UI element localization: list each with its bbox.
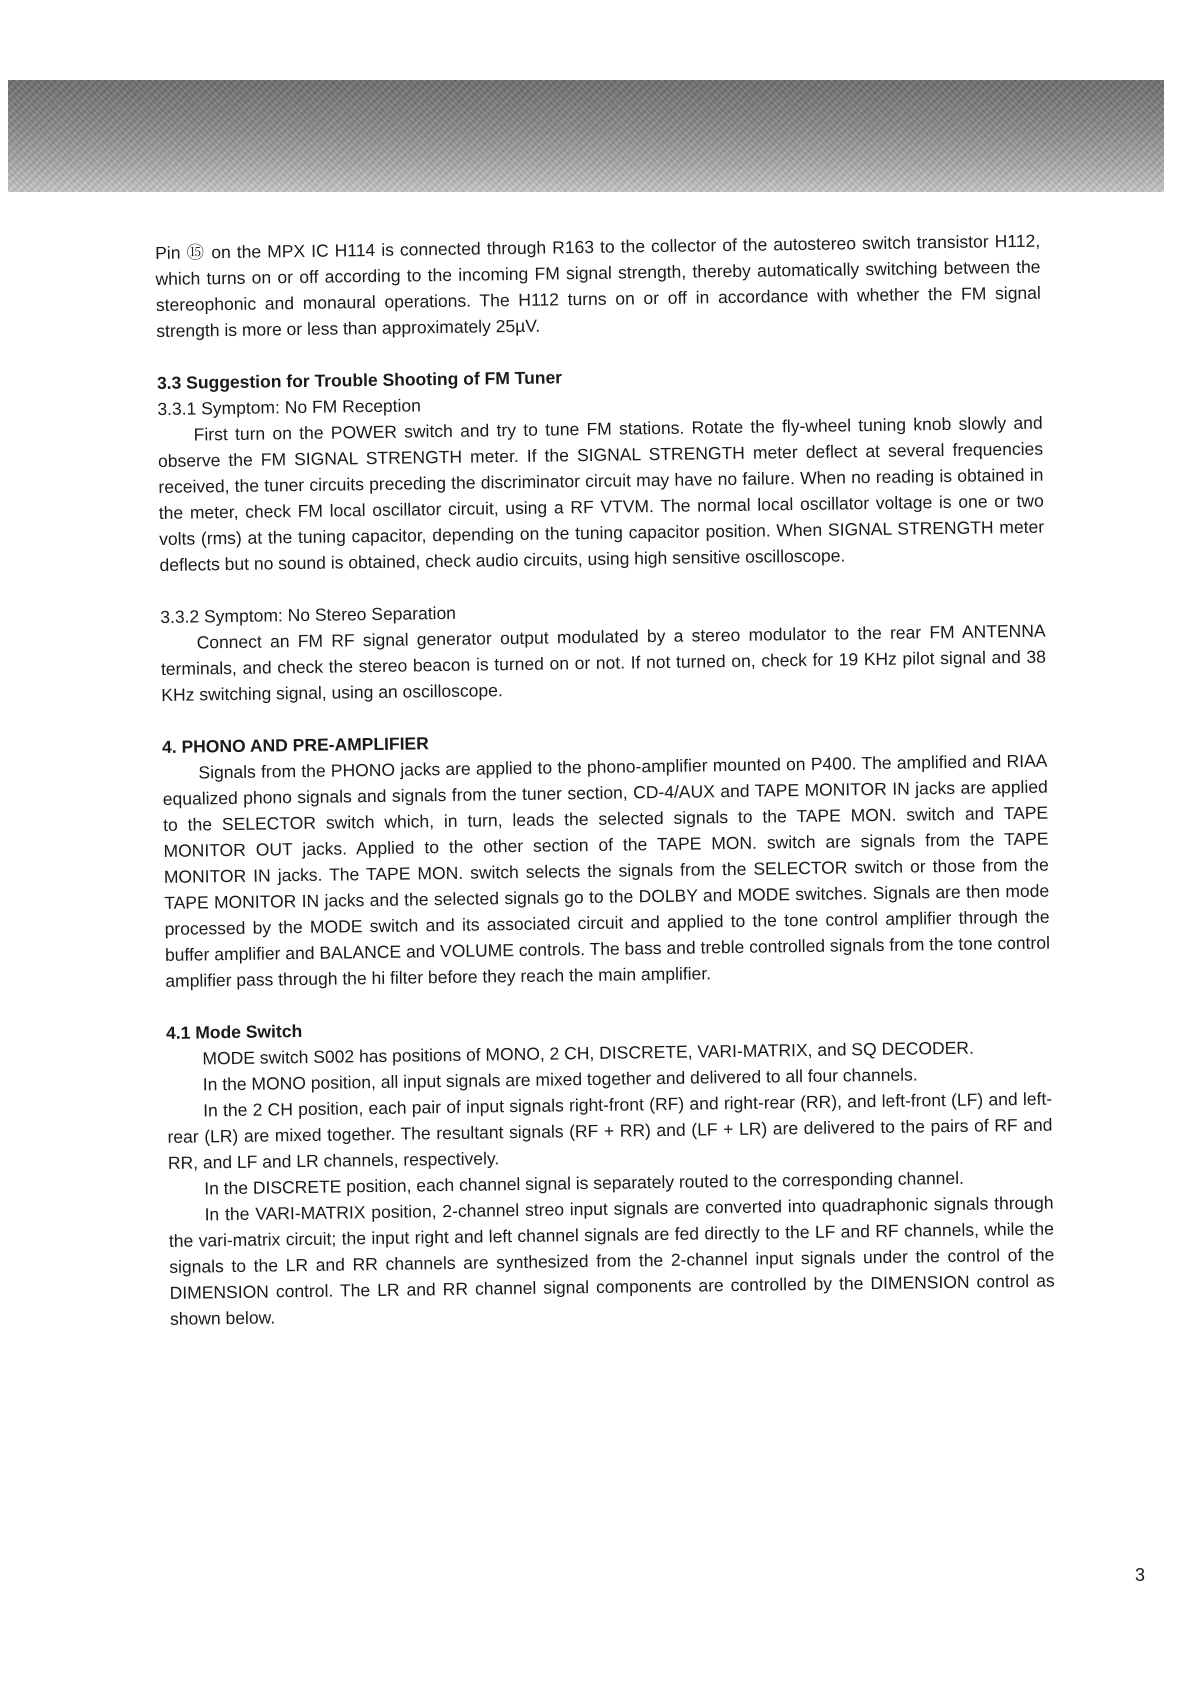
page-number: 3 xyxy=(1135,1565,1146,1585)
section-4-body: Signals from the PHONO jacks are applied to the phono-amplifier mounted on P400. The amplified and RIAA equalized phono signals and signals from the tuner section, CD-4/AUX and TAPE MONITOR IN jacks are applied to the SELECTOR switch which, in turn, leads the selected signals to the TAPE MON. switch and TAPE MONITOR OUT jacks. Applied to the other section of the TAPE MON. switch are signals from the TAPE MONITOR IN jacks. The TAPE MON. switch selects the signals from the SELECTOR switch or those from the TAPE MONITOR IN jacks and the selected signals go to the DOLBY and MODE switches. Signals are then mode processed by the MODE switch and its associated circuit and applied to the tone control amplifier through the buffer amplifier and BALANCE and VOLUME controls. The bass and treble controlled signals from the tone control amplifier pass through the hi filter before they reach the main amplifier. xyxy=(162,750,1051,991)
section-4-1-paragraph: In the 2 CH position, each pair of input signals right-front (RF) and right-rear (RR), and left-front (LF) and left-rear (LR) are mixed together. The resultant signals (RF + RR) and (LF + LR) are delivered to the pairs of RF and RR, and LF and LR channels, respectively. xyxy=(167,1088,1053,1173)
section-3-3-heading: 3.3 Suggestion for Trouble Shooting of FM Tuner xyxy=(156,367,563,393)
section-4-1-paragraph: MODE switch S002 has positions of MONO, 2 CH, DISCRETE, VARI-MATRIX, and SQ DECODER. xyxy=(202,1037,974,1069)
section-3-3-2-heading: 3.3.2 Symptom: No Stereo Separation xyxy=(160,602,457,627)
section-3-3-2-body: Connect an FM RF signal generator output modulated by a stereo modulator to the rear FM ANTENNA terminals, and check the stereo beacon is turned on or not. If not turned on, check for 19 KHz pilot signal and 38 KHz switching signal, using an oscilloscope. xyxy=(160,620,1047,705)
intro-paragraph: Pin ⑮ on the MPX IC H114 is connected through R163 to the collector of the autostereo switch transistor H112, which turns on or off according to the incoming FM signal strength, thereby automatically switching between the stereophonic and monaural operations. The H112 turns on or off in accordance with whether the FM signal strength is more or less than approximately 25µV. xyxy=(155,230,1041,341)
section-3-3-1-body: First turn on the POWER switch and try to tune FM stations. Rotate the fly-wheel tuning knob slowly and observe the FM SIGNAL STRENGTH meter. If the SIGNAL STRENGTH meter deflect at several frequencies received, the tuner circuits preceding the discriminator circuit may have no failure. When no reading is obtained in the meter, check FM local oscillator circuit, using a RF VTVM. The normal local oscillator voltage is one or two volts (rms) at the tuning capacitor, depending on the tuning capacitor position. When SIGNAL STRENGTH meter deflects but no sound is obtained, check audio circuits, using high sensitive oscilloscope. xyxy=(157,412,1045,575)
section-4-1-paragraph: In the DISCRETE position, each channel signal is separately routed to the corresponding channel. xyxy=(204,1167,965,1199)
section-4-1-heading: 4.1 Mode Switch xyxy=(165,1021,303,1043)
section-3-3-1-heading: 3.3.1 Symptom: No FM Reception xyxy=(157,395,422,419)
header-band xyxy=(8,80,1164,192)
section-4-1-paragraph: In the VARI-MATRIX position, 2-channel streo input signals are converted into quadraphonic signals through the vari-matrix circuit; the input right and left channel signals are fed directly to the LF and RF channels, while the signals to the LR and RR channels are synthesized from the 2-channel input signals under the control of the DIMENSION control. The LR and RR channel signal components are controlled by the DIMENSION control as shown below. xyxy=(168,1192,1055,1329)
section-4-heading: 4. PHONO AND PRE-AMPLIFIER xyxy=(161,733,429,757)
section-4-1-paragraph: In the MONO position, all input signals are mixed together and delivered to all four channels. xyxy=(202,1064,918,1095)
page-content xyxy=(155,228,1055,1332)
